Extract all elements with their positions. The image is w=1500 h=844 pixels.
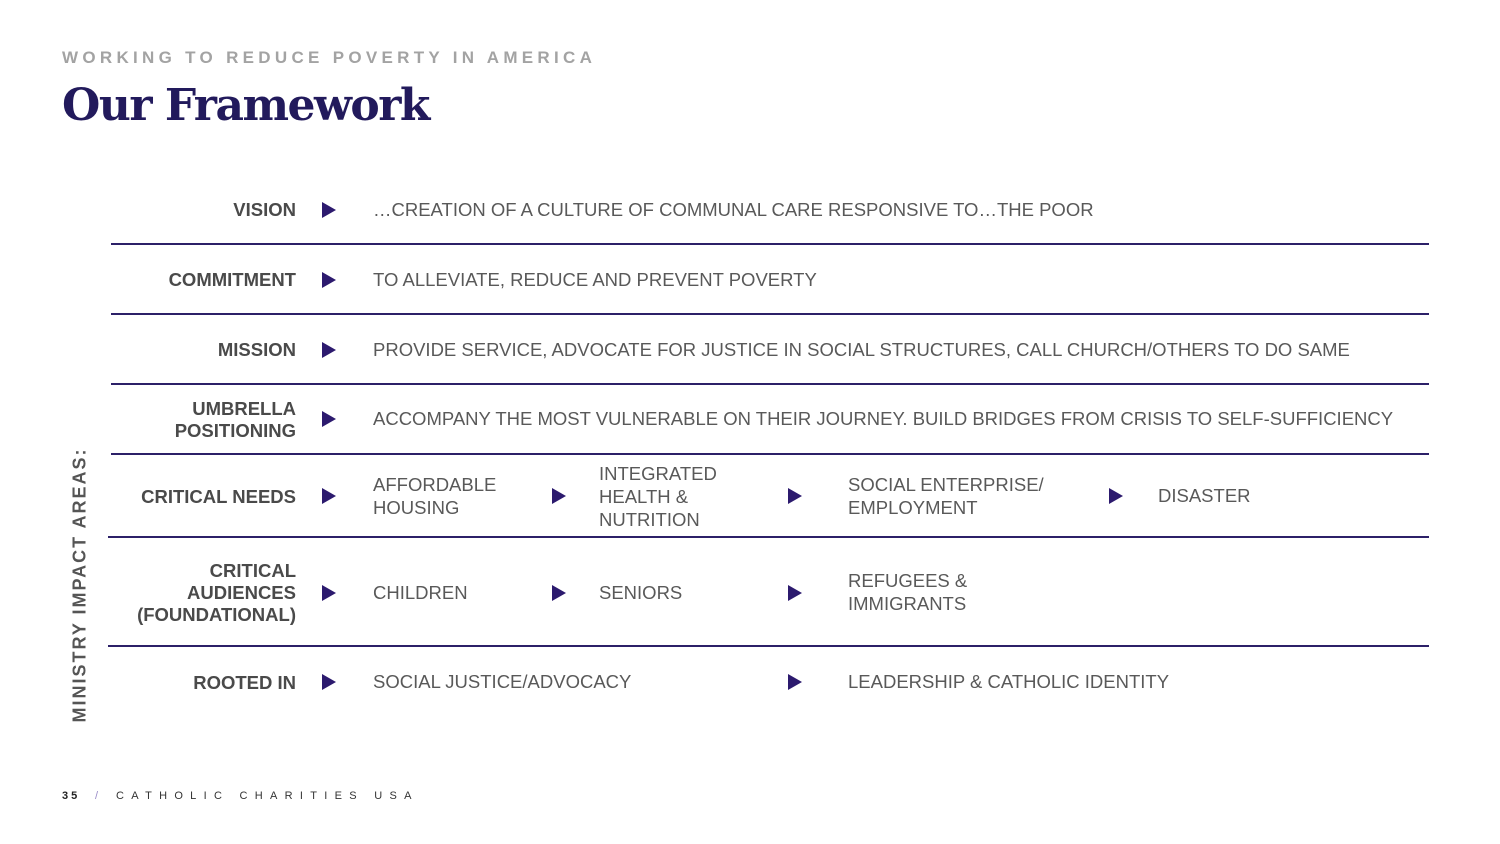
critical-need-item: [599, 462, 717, 531]
text-line: SOCIAL ENTERPRISE/: [848, 474, 1044, 495]
critical-audience-item: CHILDREN: [373, 582, 468, 603]
play-arrow-icon: [322, 488, 336, 504]
ministry-impact-areas-label: MINISTRY IMPACT AREAS:: [69, 447, 90, 723]
divider: [111, 243, 1429, 245]
text-line: REFUGEES &: [848, 570, 968, 591]
row-label-umbrella-positioning: [175, 398, 296, 442]
rooted-in-item: LEADERSHIP & CATHOLIC IDENTITY: [848, 671, 1170, 692]
play-arrow-icon: [552, 488, 566, 504]
critical-need-item: DISASTER: [1158, 485, 1251, 506]
row-label-commitment: COMMITMENT: [168, 269, 296, 290]
divider: [108, 536, 1429, 538]
umbrella-text: ACCOMPANY THE MOST VULNERABLE ON THEIR JOURNEY. BUILD BRIDGES FROM CRISIS TO SELF-SUFFICIENCY: [373, 408, 1394, 429]
text-line: HEALTH &: [599, 486, 689, 507]
row-label-critical-audiences: [137, 560, 296, 626]
footer-separator: /: [95, 790, 99, 802]
rooted-in-item: SOCIAL JUSTICE/ADVOCACY: [373, 671, 632, 692]
play-arrow-icon: [788, 488, 802, 504]
slide-title: Our Framework: [62, 80, 429, 131]
page-number: 35: [62, 790, 81, 802]
play-arrow-icon: [322, 202, 336, 218]
divider: [111, 313, 1429, 315]
mission-text: PROVIDE SERVICE, ADVOCATE FOR JUSTICE IN SOCIAL STRUCTURES, CALL CHURCH/OTHERS TO DO SAME: [373, 339, 1350, 360]
text-line: IMMIGRANTS: [848, 593, 967, 614]
critical-need-item: [373, 473, 496, 519]
play-arrow-icon: [322, 585, 336, 601]
vision-text: …CREATION OF A CULTURE OF COMMUNAL CARE RESPONSIVE TO…THE POOR: [373, 199, 1094, 220]
row-label-rooted-in: ROOTED IN: [193, 672, 296, 693]
text-line: AFFORDABLE: [373, 474, 497, 495]
critical-audience-item: [848, 569, 967, 615]
text-line: EMPLOYMENT: [848, 497, 978, 518]
play-arrow-icon: [552, 585, 566, 601]
play-arrow-icon: [1109, 488, 1123, 504]
divider: [111, 453, 1429, 455]
play-arrow-icon: [788, 674, 802, 690]
play-arrow-icon: [322, 411, 336, 427]
commitment-text: TO ALLEVIATE, REDUCE AND PREVENT POVERTY: [373, 269, 817, 290]
slide-kicker: WORKING TO REDUCE POVERTY IN AMERICA: [62, 48, 597, 67]
play-arrow-icon: [322, 674, 336, 690]
label-line: AUDIENCES: [187, 582, 296, 603]
divider: [108, 645, 1429, 647]
row-label-vision: VISION: [233, 199, 296, 220]
row-label-mission: MISSION: [217, 339, 296, 360]
footer-organization: CATHOLIC CHARITIES USA: [116, 790, 419, 802]
play-arrow-icon: [322, 342, 336, 358]
label-line: POSITIONING: [174, 420, 296, 441]
play-arrow-icon: [788, 585, 802, 601]
label-line: CRITICAL: [209, 560, 296, 581]
text-line: NUTRITION: [599, 509, 700, 530]
label-line: (FOUNDATIONAL): [137, 604, 296, 625]
critical-audience-item: SENIORS: [599, 582, 683, 603]
divider: [111, 383, 1429, 385]
critical-need-item: [848, 473, 1044, 519]
text-line: INTEGRATED: [599, 463, 717, 484]
play-arrow-icon: [322, 272, 336, 288]
row-label-critical-needs: CRITICAL NEEDS: [141, 486, 296, 507]
text-line: HOUSING: [373, 497, 460, 518]
label-line: UMBRELLA: [192, 398, 296, 419]
